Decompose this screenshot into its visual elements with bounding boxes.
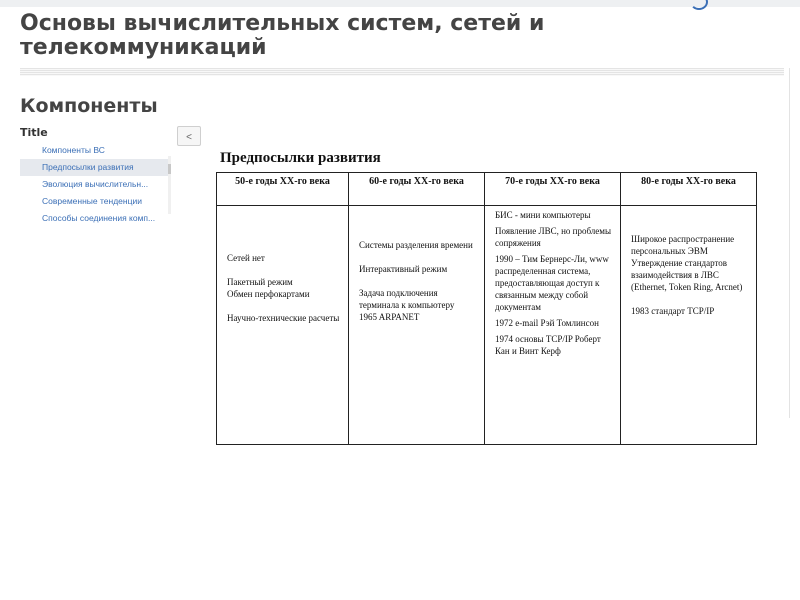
column-header: 50-е годы XX-го века bbox=[217, 173, 349, 206]
cell-text: (Ethernet, Token Ring, Arcnet) bbox=[631, 282, 743, 292]
column-header: 60-е годы XX-го века bbox=[349, 173, 485, 206]
column-header: 70-е годы XX-го века bbox=[485, 173, 621, 206]
table-cell-60s bbox=[349, 206, 485, 445]
toc-item-prerequisites[interactable]: Предпосылки развития bbox=[20, 159, 168, 176]
cell-text: Появление ЛВС, но проблемы сопряжения bbox=[495, 226, 612, 248]
title-divider bbox=[20, 68, 784, 76]
cell-text: Интерактивный режим bbox=[359, 264, 448, 274]
content-edge-divider bbox=[789, 68, 790, 418]
cell-text: Пакетный режим bbox=[227, 277, 293, 287]
toc-title: Title bbox=[20, 126, 48, 139]
chevron-left-icon: < bbox=[186, 132, 192, 143]
history-table bbox=[216, 172, 757, 445]
table-cell-70s bbox=[485, 206, 621, 445]
column-header: 80-е годы XX-го века bbox=[621, 173, 757, 206]
toc-item-connection-methods[interactable]: Способы соединения комп... bbox=[42, 213, 156, 223]
toc-item-evolution[interactable]: Эволюция вычислительн... bbox=[42, 179, 149, 189]
cell-text: БИС - мини компьютеры bbox=[495, 210, 591, 220]
slide-content bbox=[216, 150, 756, 445]
section-title: Компоненты bbox=[20, 95, 158, 117]
table-row bbox=[217, 206, 757, 445]
cell-text: 1972 e-mail Рэй Томлинсон bbox=[495, 318, 599, 328]
cell-text: Системы разделения времени bbox=[359, 240, 473, 250]
table-cell-80s bbox=[621, 206, 757, 445]
toc-scrollbar[interactable] bbox=[168, 156, 171, 214]
cell-text: Широкое распространение персональных ЭВМ bbox=[631, 234, 735, 256]
toc-list bbox=[20, 142, 172, 227]
cell-text: Задача подключения терминала к компьютеру bbox=[359, 288, 455, 310]
toc-item-trends[interactable]: Современные тенденции bbox=[42, 196, 142, 206]
cell-text: Обмен перфокартами bbox=[227, 289, 310, 299]
toc-item-components[interactable]: Компоненты ВС bbox=[42, 145, 105, 155]
loading-spinner-icon bbox=[690, 0, 708, 10]
table-header-row bbox=[217, 173, 757, 206]
cell-text: 1965 ARPANET bbox=[359, 312, 420, 322]
cell-text: 1990 – Тим Бернерс-Ли, www распределенная система, предоставляющая доступ к связанным между собой документам bbox=[495, 254, 609, 312]
cell-text: Утверждение стандартов взаимодействия в ЛВС bbox=[631, 258, 728, 280]
cell-text: 1974 основы TCP/IP Роберт Кан и Винт Керф bbox=[495, 334, 601, 356]
table-of-contents bbox=[20, 126, 172, 226]
page-title: Основы вычислительных систем, сетей и телекоммуникаций bbox=[20, 11, 545, 60]
table-cell-50s bbox=[217, 206, 349, 445]
collapse-toc-button[interactable] bbox=[177, 126, 201, 146]
cell-text: Сетей нет bbox=[227, 253, 265, 263]
cell-text: Научно-технические расчеты bbox=[227, 313, 340, 323]
browser-top-bar bbox=[0, 0, 800, 7]
toc-scrollbar-thumb[interactable] bbox=[168, 164, 171, 174]
slide-title: Предпосылки развития bbox=[220, 150, 381, 166]
cell-text: 1983 стандарт TCP/IP bbox=[631, 306, 715, 316]
